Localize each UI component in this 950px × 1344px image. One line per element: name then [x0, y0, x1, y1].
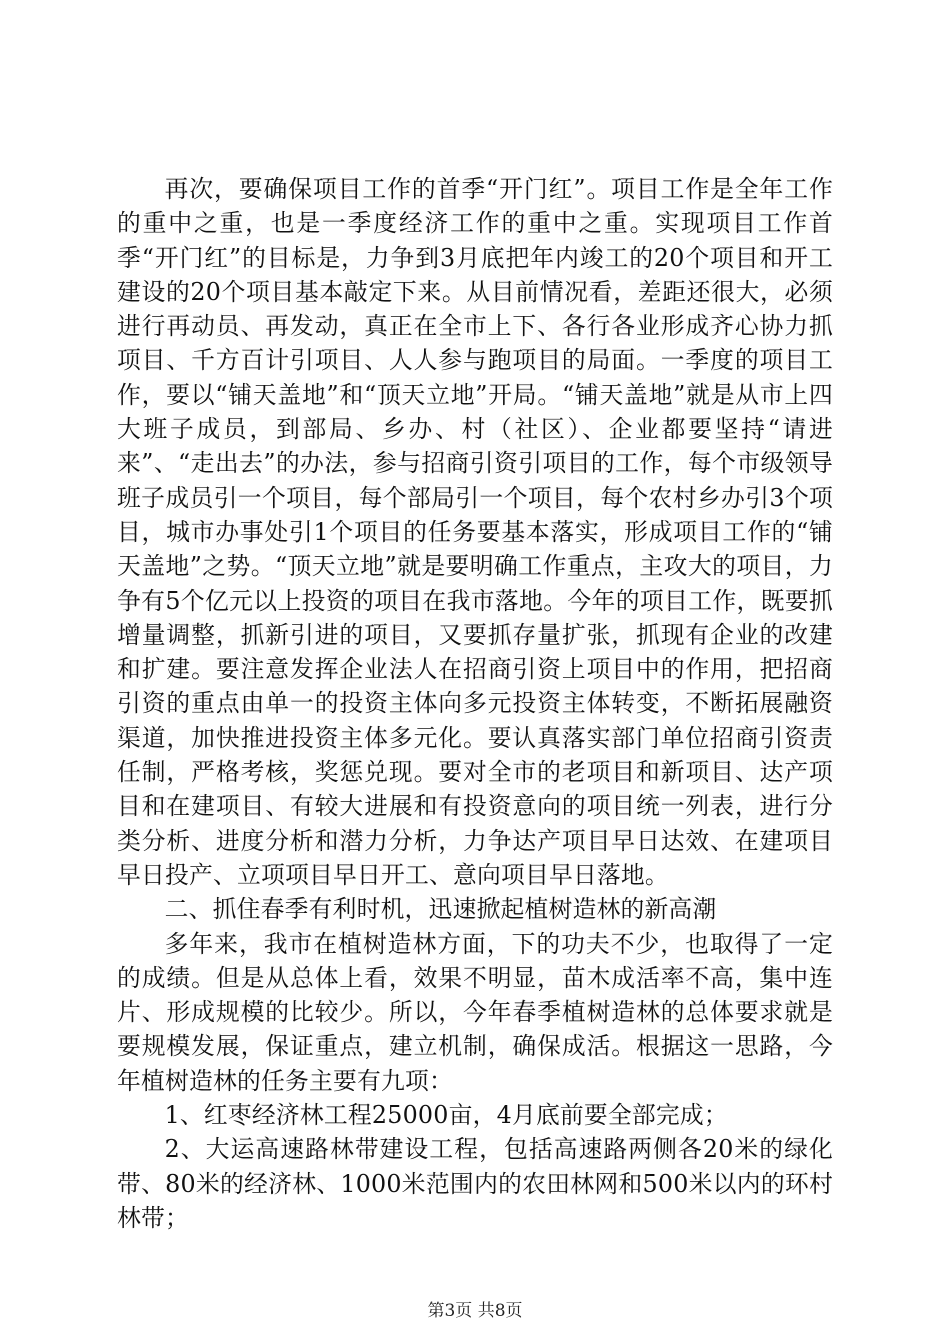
paragraph-project-first-quarter: 再次，要确保项目工作的首季“开门红”。项目工作是全年工作的重中之重，也是一季度经济工作的重中之重。实现项目工作首季“开门红”的目标是，力争到3月底把年内竣工的20个项目和开工建设的20个项目基本敲定下来。从目前情况看，差距还很大，必须进行再动员、再发动，真正在全市上下、各行各业形成齐心协力抓项目、千方百计引项目、人人参与跑项目的局面。一季度的项目工作，要以“铺天盖地”和“顶天立地”开局。“铺天盖地”就是从市上四大班子成员，到部局、乡办、村（社区）、企业都要坚持“请进来”、“走出去”的办法，参与招商引资引项目的工作，每个市级领导班子成员引一个项目，每个部局引一个项目，每个农村乡办引3个项目，城市办事处引1个项目的任务要基本落实，形成项目工作的“铺天盖地”之势。“顶天立地”就是要明确工作重点，主攻大的项目，力争有5个亿元以上投资的项目在我市落地。今年的项目工作，既要抓增量调整，抓新引进的项目，又要抓存量扩张，抓现有企业的改建和扩建。要注意发挥企业法人在招商引资上项目中的作用，把招商引资的重点由单一的投资主体向多元投资主体转变，不断拓展融资渠道，加快推进投资主体多元化。要认真落实部门单位招商引资责任制，严格考核，奖惩兑现。要对全市的老项目和新项目、达产项目和在建项目、有较大进展和有投资意向的项目统一列表，进行分类分析、进度分析和潜力分析，力争达产项目早日达效、在建项目早日投产、立项项目早日开工、意向项目早日落地。: [117, 175, 833, 889]
paragraph-tree-planting-overview: 多年来，我市在植树造林方面，下的功夫不少，也取得了一定的成绩。但是从总体上看，效果不明显，苗木成活率不高，集中连片、形成规模的比较少。所以，今年春季植树造林的总体要求就是要规模发展，保证重点，建立机制，确保成活。根据这一思路，今年植树造林的任务主要有九项：: [117, 929, 833, 1095]
list-item-highway-forest-belt: 2、大运高速路林带建设工程，包括高速路两侧各20米的绿化带、80米的经济林、1000米范围内的农田林网和500米以内的环村林带；: [117, 1135, 833, 1232]
section-heading-tree-planting: 二、抓住春季有利时机，迅速掀起植树造林的新高潮: [164, 895, 717, 924]
document-body: [117, 172, 833, 1235]
page-number-footer: 第3页 共8页: [427, 1301, 523, 1321]
list-item-jujube-forest: 1、红枣经济林工程25000亩，4月底前要全部完成；: [164, 1101, 728, 1130]
